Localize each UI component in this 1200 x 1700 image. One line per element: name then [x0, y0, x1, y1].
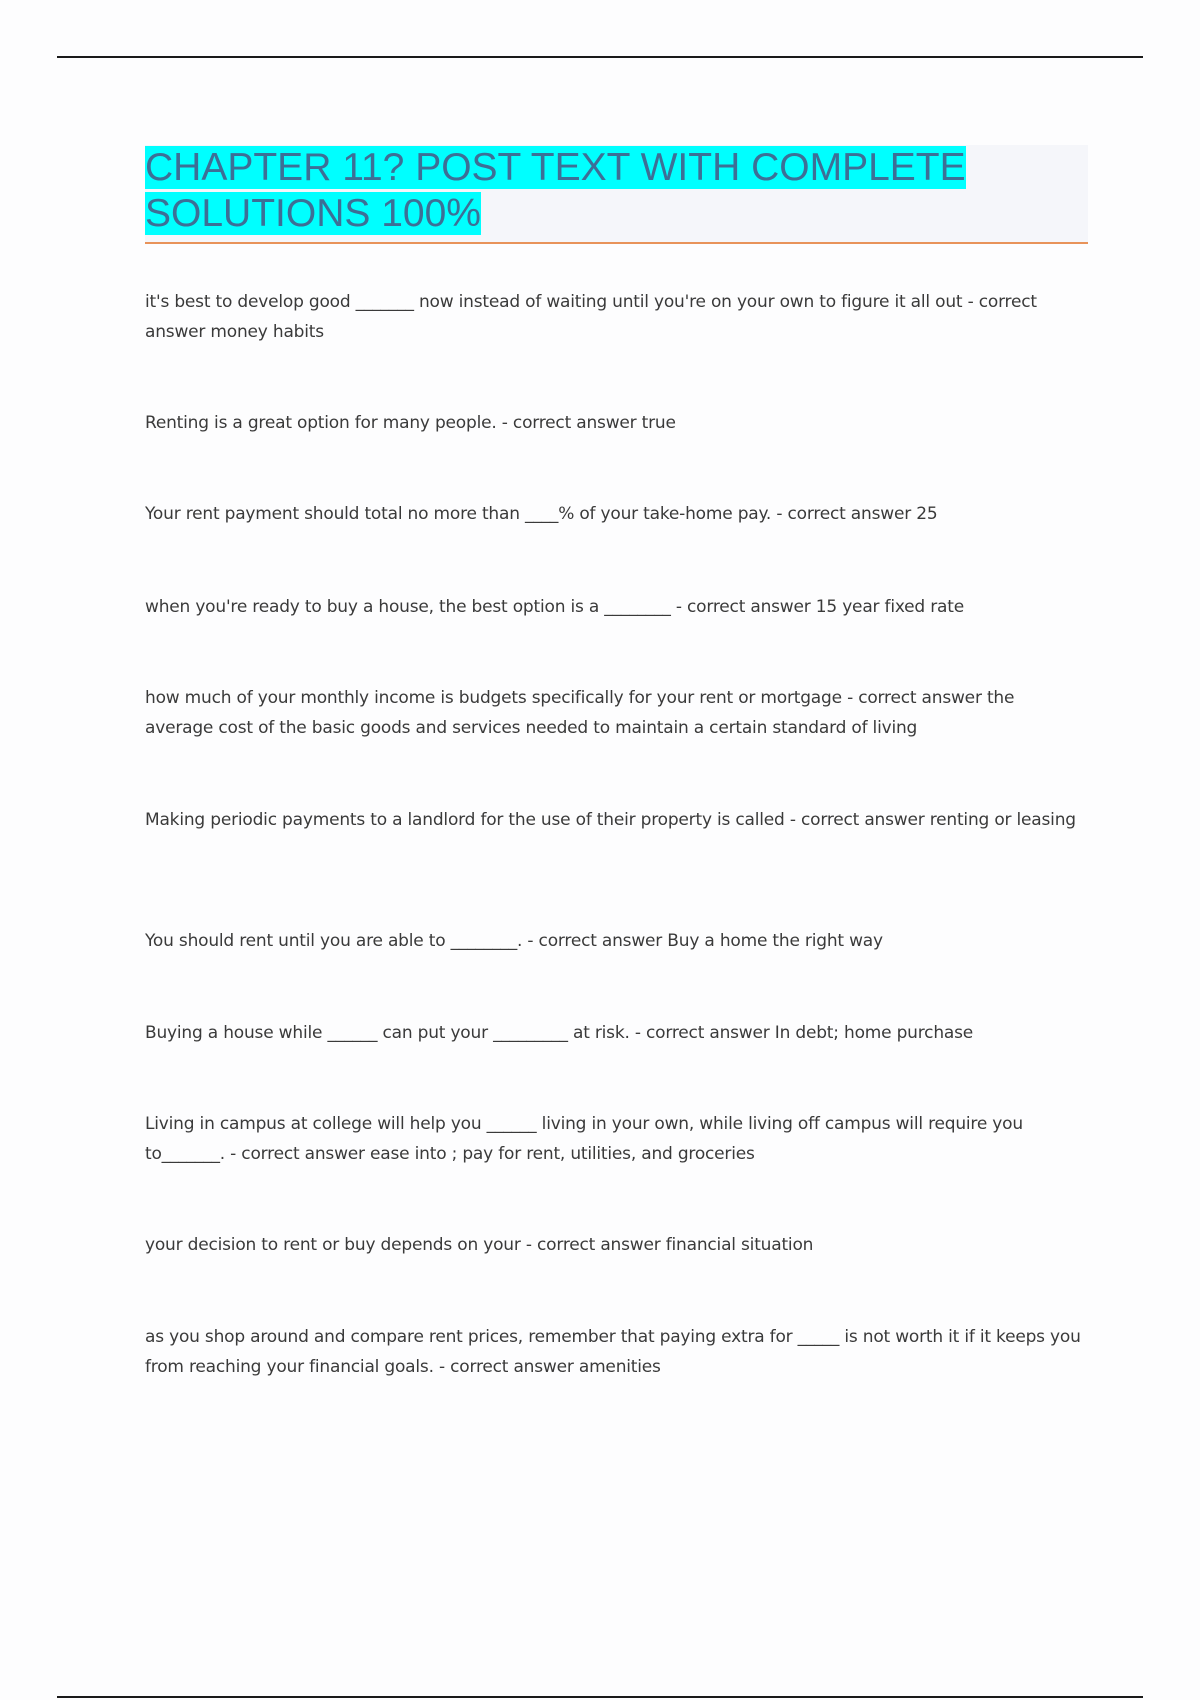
title-line-1: CHAPTER 11? POST TEXT WITH COMPLETE: [145, 146, 966, 189]
qa-item-2: Renting is a great option for many people. - correct answer true: [145, 413, 676, 433]
page-title: [145, 145, 1088, 237]
title-line-2: SOLUTIONS 100%: [145, 192, 481, 235]
qa-item-11: as you shop around and compare rent prices, remember that paying extra for _____ is not worth it if it keeps you from reaching your financial goals. - correct answer amenities: [145, 1327, 1081, 1377]
qa-item-8: Buying a house while ______ can put your _________ at risk. - correct answer In debt; home purchase: [145, 1023, 974, 1043]
qa-item-5: how much of your monthly income is budgets specifically for your rent or mortgage - correct answer the average cost of the basic goods and services needed to maintain a certain standard of living: [145, 688, 1015, 738]
header-rule: [57, 56, 1143, 58]
qa-item-1: it's best to develop good _______ now instead of waiting until you're on your own to figure it all out - correct answer money habits: [145, 292, 1037, 342]
qa-item-10: your decision to rent or buy depends on your - correct answer financial situation: [145, 1235, 814, 1255]
footer-rule: [57, 1696, 1143, 1698]
qa-item-6: Making periodic payments to a landlord for the use of their property is called - correct answer renting or leasing: [145, 810, 1076, 830]
qa-item-9: Living in campus at college will help you ______ living in your own, while living off campus will require you to_______. - correct answer ease into ; pay for rent, utilities, and groceries: [145, 1114, 1023, 1164]
qa-item-7: You should rent until you are able to ________. - correct answer Buy a home the right way: [145, 931, 883, 951]
qa-item-3: Your rent payment should total no more than ____% of your take-home pay. - correct answer 25: [145, 504, 938, 524]
qa-item-4: when you're ready to buy a house, the best option is a ________ - correct answer 15 year fixed rate: [145, 597, 964, 617]
title-block: [145, 145, 1088, 244]
